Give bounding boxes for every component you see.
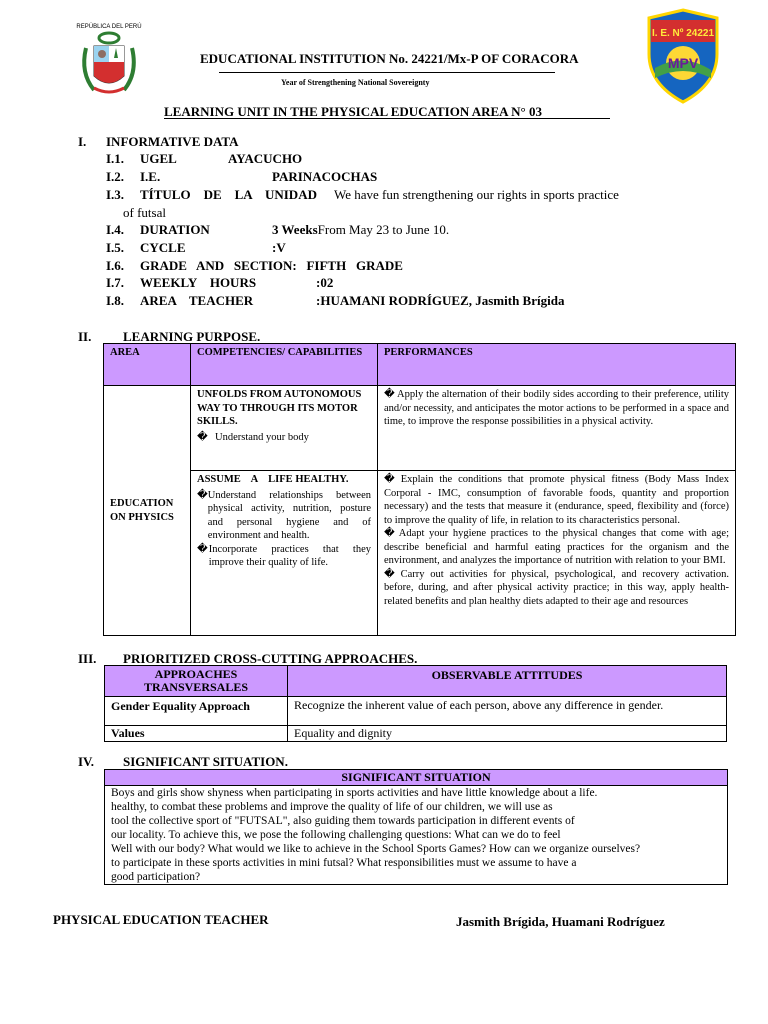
section-number: I. <box>78 134 87 149</box>
section-number: IV. <box>78 754 95 769</box>
bullet-icon: � <box>384 474 401 485</box>
competency-cell <box>191 386 378 471</box>
item-number: I.6. <box>106 258 125 273</box>
approach-name: Gender Equality Approach <box>105 697 288 726</box>
seal-caption: REPÚBLICA DEL PERÚ <box>76 24 142 30</box>
title-underline <box>164 118 610 119</box>
item-label: CYCLE <box>140 240 186 255</box>
item-value: From May 23 to June 10. <box>317 222 450 237</box>
situation-line: healthy, to combat these problems and improve the quality of life of our children, we will use as <box>111 801 553 813</box>
situation-line: good participation? <box>111 871 201 883</box>
capability-item: Understand relationships between physical activity, nutrition, posture and personal hygiene and of environment and health. <box>207 489 371 541</box>
logo-letters: MPV <box>667 55 699 71</box>
significant-situation-box <box>104 769 728 885</box>
item-label: GRADE AND SECTION: FIFTH GRADE <box>140 258 403 273</box>
item-label: UGEL <box>140 151 177 166</box>
situation-line: to participate in these sports activities in mini futsal? What responsibilities must we assume to have a <box>111 857 577 869</box>
performance-cell <box>378 386 736 471</box>
performance-item: Adapt your hygiene practices to the physical changes that come with age; describe beneficial and harmful eating practices for the organism and the environment, and analyzes the importance of nutrition with relation to your BMI. <box>384 528 729 566</box>
duration-weeks: 3 Weeks <box>272 222 318 237</box>
col-header-approaches: APPROACHES TRANSVERSALES <box>105 666 288 697</box>
item-number: I.2. <box>106 169 125 184</box>
approaches-table <box>104 665 727 742</box>
col-header-performances: PERFORMANCES <box>378 344 736 386</box>
item-number: I.1. <box>106 151 125 166</box>
bullet-icon: � <box>384 568 401 580</box>
situation-line: Well with our body? What would we like to achieve in the School Sports Games? How can we organize ourselves? <box>111 843 641 855</box>
logo-school-number: I. E. Nº 24221 <box>651 28 715 39</box>
item-label: TÍTULO DE LA UNIDAD <box>140 187 317 202</box>
item-number: I.5. <box>106 240 125 255</box>
col-header-competencies: COMPETENCIES/ CAPABILITIES <box>191 344 378 386</box>
section-heading: SIGNIFICANT SITUATION. <box>123 754 288 769</box>
item-value: We have fun strengthening our rights in sports practice <box>334 187 619 202</box>
item-value-continued: of futsal <box>123 205 166 220</box>
item-number: I.4. <box>106 222 125 237</box>
section-number: III. <box>78 651 97 666</box>
item-label: I.E. <box>140 169 161 184</box>
item-number: I.7. <box>106 275 125 290</box>
footer-role: PHYSICAL EDUCATION TEACHER <box>53 912 269 927</box>
year-motto: Year of Strengthening National Sovereignty <box>281 78 430 87</box>
col-header-attitudes: OBSERVABLE ATTITUDES <box>288 666 727 697</box>
approach-name: Values <box>105 726 288 742</box>
approach-attitude: Equality and dignity <box>288 726 727 742</box>
bullet-icon: � <box>384 528 399 539</box>
item-value: :02 <box>316 275 334 290</box>
approach-attitude: Recognize the inherent value of each person, above any difference in gender. <box>288 697 727 726</box>
footer-signature-name: Jasmith Brígida, Huamani Rodríguez <box>456 914 665 929</box>
bullet-icon: � <box>197 489 208 501</box>
item-label: WEEKLY HOURS <box>140 275 257 290</box>
capability-item: Understand your body <box>215 431 309 443</box>
item-value: :V <box>272 240 286 255</box>
col-header-area: AREA <box>104 344 191 386</box>
page-title: LEARNING UNIT IN THE PHYSICAL EDUCATION AREA N° 03 <box>164 104 542 119</box>
item-value: PARINACOCHAS <box>272 169 378 184</box>
bullet-icon: � <box>384 389 398 400</box>
performance-item: Carry out activities for physical, psychological, and recovery activation. before, during, and after physical activity practice; in this way, apply health-related benefits and plan healthy diets adapted to their age and resources <box>384 568 729 607</box>
item-label: DURATION <box>140 222 210 237</box>
situation-line: tool the collective sport of "FUTSAL", also guiding them towards participation in different events of <box>111 815 575 827</box>
section-number: II. <box>78 329 92 344</box>
school-shield-logo <box>645 8 721 104</box>
situation-line: our locality. To achieve this, we pose the following challenging questions: What can we do to feel <box>111 829 561 841</box>
competency-cell <box>191 471 378 636</box>
area-cell: EDUCATION ON PHYSICS <box>104 386 191 636</box>
bullet-icon: � <box>197 431 208 443</box>
section-heading: PRIORITIZED CROSS-CUTTING APPROACHES. <box>123 651 418 666</box>
performance-cell <box>378 471 736 636</box>
item-label: AREA TEACHER <box>140 293 254 308</box>
item-value: :HUAMANI RODRÍGUEZ, Jasmith Brígida <box>316 293 565 308</box>
section-heading: INFORMATIVE DATA <box>106 134 239 149</box>
bullet-icon: � <box>197 543 208 555</box>
competency-title: ASSUME A LIFE HEALTHY. <box>197 474 349 485</box>
section-heading: LEARNING PURPOSE. <box>123 329 261 344</box>
learning-purpose-table <box>103 343 736 636</box>
situation-line: Boys and girls show shyness when participating in sports activities and have little knowledge about a life. <box>111 787 598 799</box>
institution-name: EDUCATIONAL INSTITUTION No. 24221/Mx-P OF CORACORA <box>200 51 579 66</box>
item-number: I.8. <box>106 293 125 308</box>
situation-box-title: SIGNIFICANT SITUATION <box>105 770 727 786</box>
capability-item: Incorporate practices that they improve their quality of life. <box>208 543 371 568</box>
performance-item: Apply the alternation of their bodily sides according to their preference, utility and/or necessity, and anticipates the motor actions to be performed in a space and time, to improve the response possibilities in a physical activity. <box>384 389 730 427</box>
peru-coat-of-arms-logo <box>74 18 144 98</box>
item-value: AYACUCHO <box>228 151 303 166</box>
item-number: I.3. <box>106 187 125 202</box>
competency-title: UNFOLDS FROM AUTONOMOUS WAY TO THROUGH ITS MOTOR SKILLS. <box>197 389 362 427</box>
header-rule <box>219 72 555 73</box>
performance-item: Explain the conditions that promote physical fitness (Body Mass Index Corporal - IMC, consumption of favorable foods, quantity and proportion necessary) and the tests that measure it (endurance, speed, flexibility and (force) to improve the quality of life, in relation to its characteristics personal. <box>384 474 729 526</box>
